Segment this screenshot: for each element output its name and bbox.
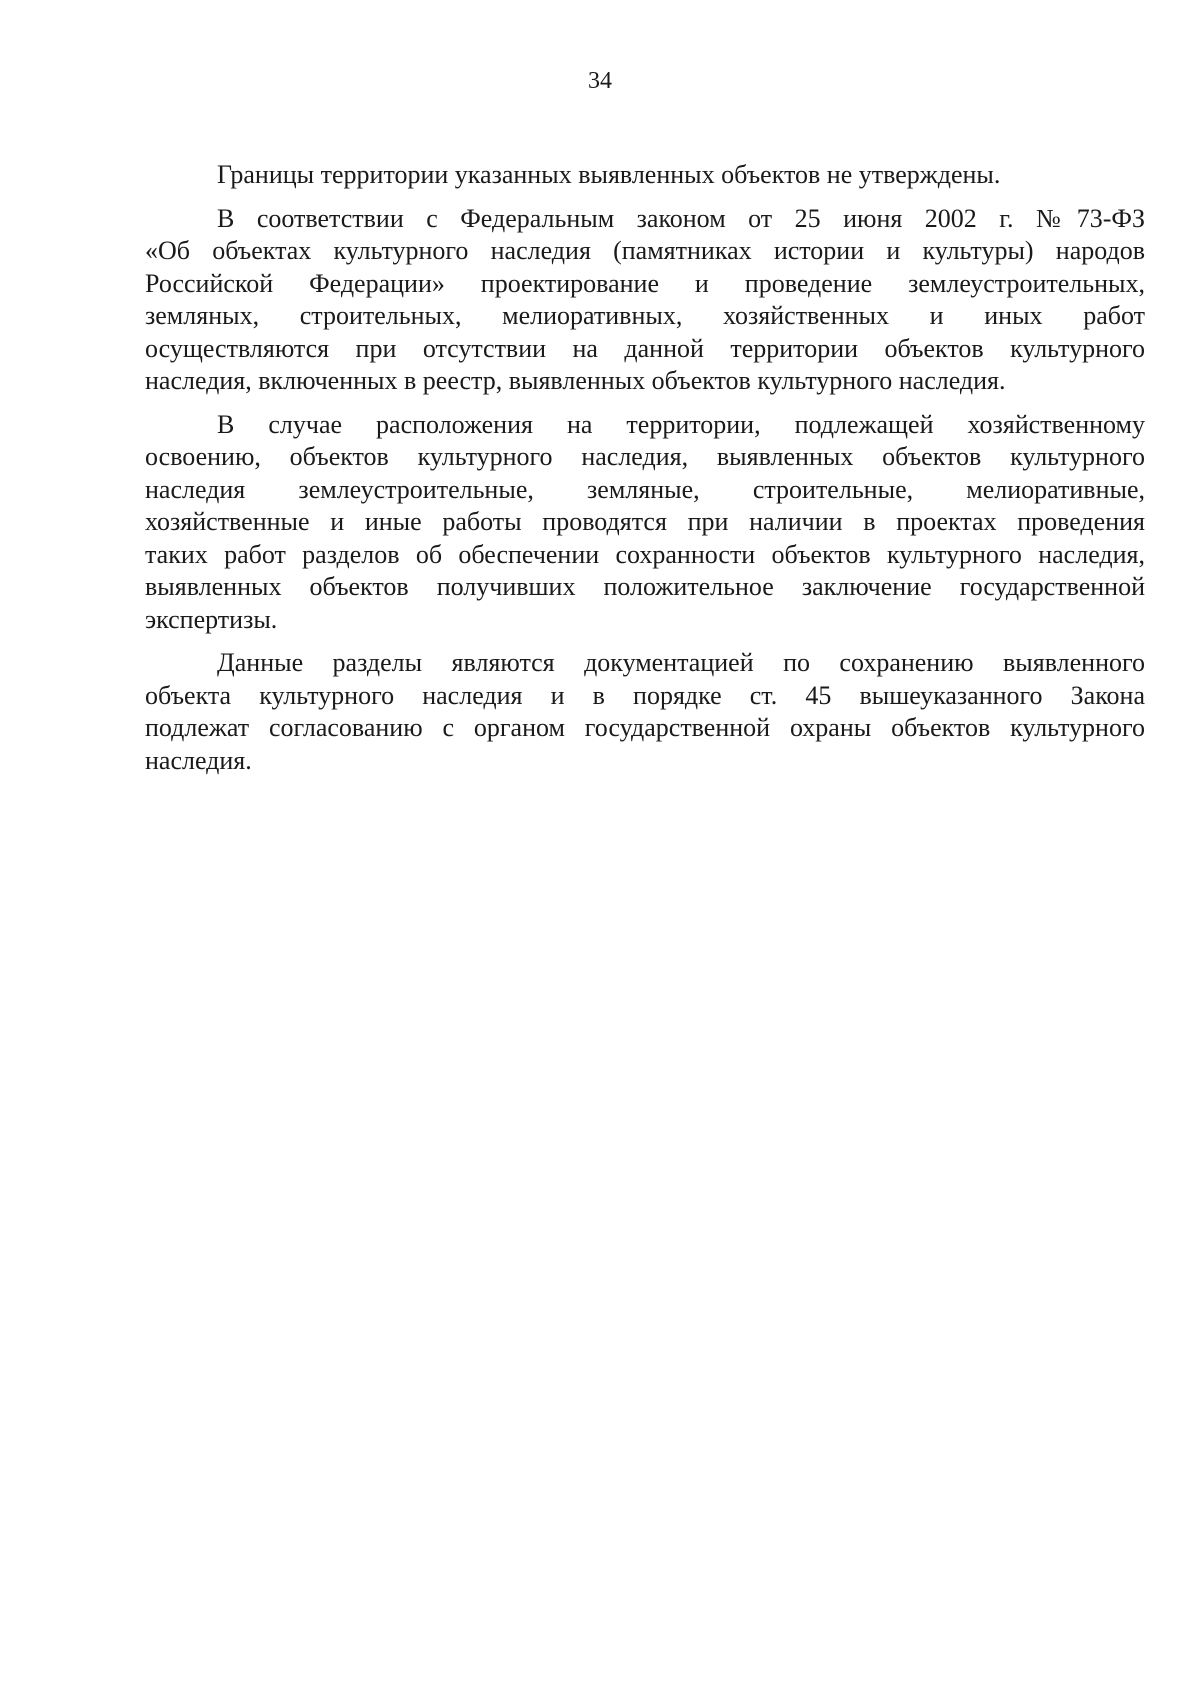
document-body [145,159,1145,788]
paragraph-line: Данные разделы являются документацией по сохранению выявленного [217,648,1145,677]
page-number: 34 [588,68,612,94]
paragraph-line: экспертизы. [145,604,278,634]
paragraph-line: В соответствии с Федеральным законом от 25 июня 2002 г. №73-ФЗ [217,203,1145,233]
paragraph-line: наследия, включенных в реестр, выявленных объектов культурного наследия. [145,366,1006,395]
paragraph-line: наследия. [145,745,252,775]
paragraph-line: Границы территории указанных выявленных объектов не утверждены. [217,160,1001,189]
paragraph-line: таких работ разделов об обеспечении сохранности объектов культурного наследия, [145,539,1145,569]
paragraph-line: В случае расположения на территории, подлежащей хозяйственному [217,409,1145,439]
paragraph-3 [145,409,1145,637]
paragraph-line: «Об объектах культурного наследия (памятниках истории и культуры) народов [145,236,1145,265]
paragraph-4 [145,647,1145,777]
paragraph-2 [145,203,1145,398]
paragraph-line: наследия землеустроительные, земляные, строительные, мелиоративные, [145,474,1145,504]
paragraph-line: выявленных объектов получивших положительное заключение государственной [145,572,1145,601]
paragraph-line: освоению, объектов культурного наследия, выявленных объектов культурного [145,442,1145,471]
paragraph-line: подлежат согласованию с органом государственной охраны объектов культурного [145,713,1145,742]
paragraph-line: хозяйственные и иные работы проводятся при наличии в проектах проведения [145,507,1145,536]
paragraph-line: земляных, строительных, мелиоративных, хозяйственных и иных работ [145,301,1145,330]
paragraph-1 [145,159,1145,192]
paragraph-line: осуществляются при отсутствии на данной территории объектов культурного [145,333,1145,363]
paragraph-line: Российской Федерации» проектирование и проведение землеустроительных, [145,268,1145,298]
paragraph-line: объекта культурного наследия и в порядке ст. 45 вышеуказанного Закона [145,680,1145,710]
